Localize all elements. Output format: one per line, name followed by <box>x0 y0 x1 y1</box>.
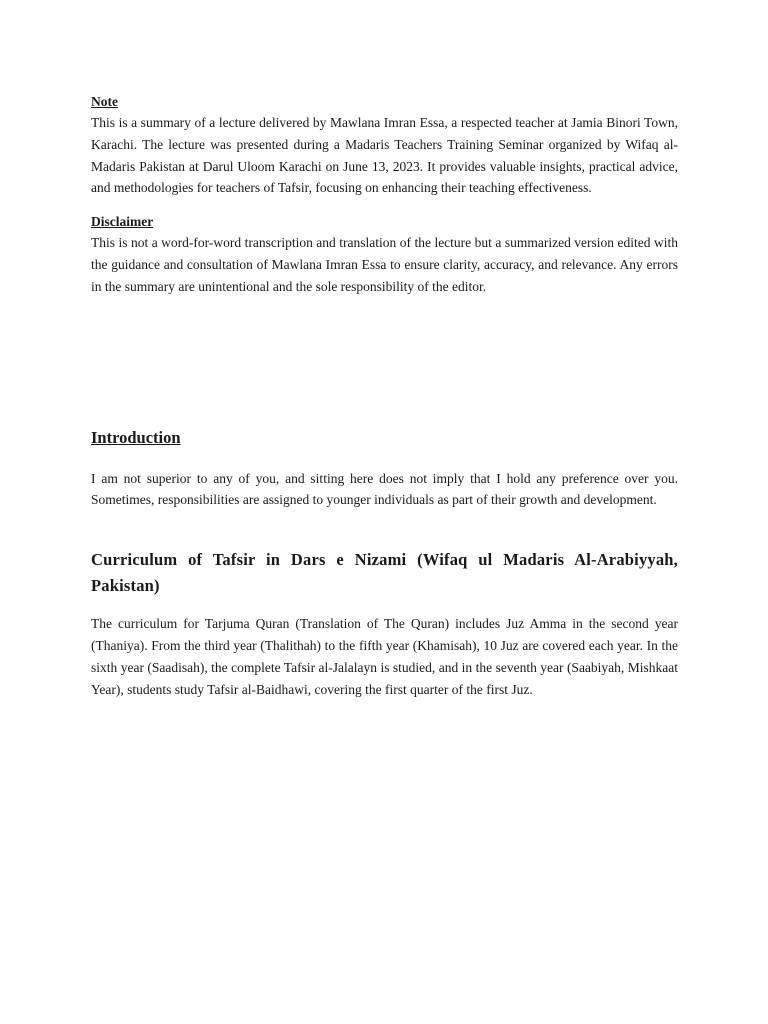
note-paragraph: This is a summary of a lecture delivered by Mawlana Imran Essa, a respected teacher at Jamia Binori Town, Karachi. The lecture was presented during a Madaris Teachers Training Seminar organized by Wifaq al-Madaris Pakistan at Darul Uloom Karachi on June 13, 2023. It provides valuable insights, practical advice, and methodologies for teachers of Tafsir, focusing on enhancing their teaching effectiveness. <box>91 115 678 196</box>
introduction-section <box>91 426 678 512</box>
note-label: Note <box>91 94 118 109</box>
introduction-paragraph: I am not superior to any of you, and sitting here does not imply that I hold any preference over you. Sometimes, responsibilities are assigned to younger individuals as part of their growth and development. <box>91 470 678 508</box>
disclaimer-section <box>91 212 678 297</box>
introduction-heading: Introduction <box>91 427 181 447</box>
curriculum-heading: Curriculum of Tafsir in Dars e Nizami (Wifaq ul Madaris Al-Arabiyyah, Pakistan) <box>91 550 678 596</box>
curriculum-paragraph: The curriculum for Tarjuma Quran (Translation of The Quran) includes Juz Amma in the second year (Thaniya). From the third year (Thalithah) to the fifth year (Khamisah), 10 Juz are covered each year. In the sixth year (Saadisah), the complete Tafsir al-Jalalayn is studied, and in the seventh year (Saabiyah, Mishkaat Year), students study Tafsir al-Baidhawi, covering the first quarter of the first Juz. <box>91 616 678 697</box>
curriculum-section <box>91 547 678 700</box>
note-section <box>91 92 678 199</box>
disclaimer-paragraph: This is not a word-for-word transcription and translation of the lecture but a summarized version edited with the guidance and consultation of Mawlana Imran Essa to ensure clarity, accuracy, and relevance. Any errors in the summary are unintentional and the sole responsibility of the editor. <box>91 235 678 294</box>
document-page <box>91 92 678 700</box>
disclaimer-label: Disclaimer <box>91 214 154 230</box>
